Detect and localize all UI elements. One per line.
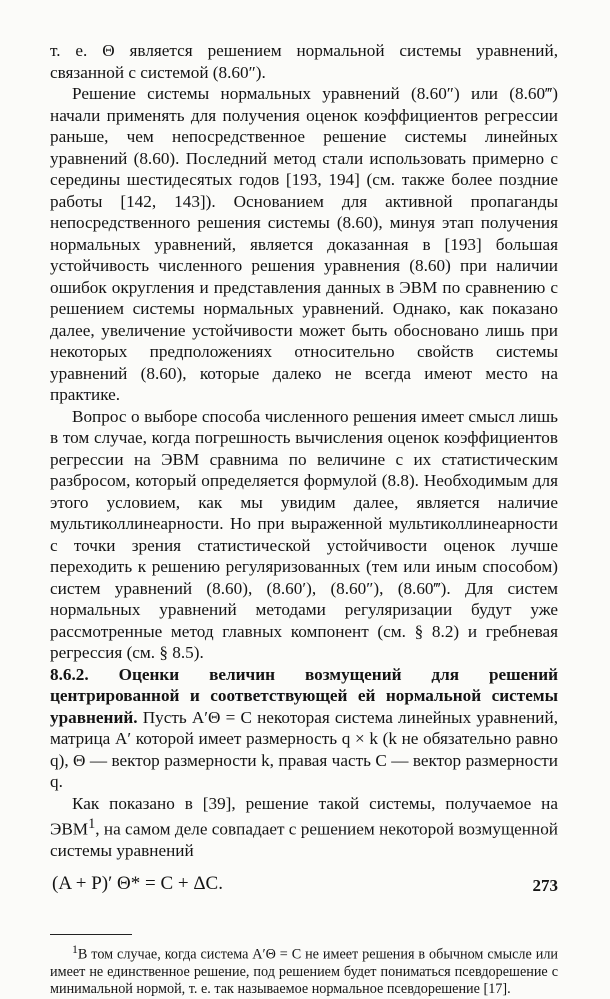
paragraph-text-before: Как показано в [39], решение такой системы, получаемое на ЭВМ	[50, 793, 558, 839]
page-number: 273	[532, 876, 558, 895]
section-8-6-2	[50, 664, 558, 793]
section-title: Оценки величин возмущений для решений центрированной и соответствующей ей нормальной системы уравнений.	[50, 664, 558, 727]
paragraph-solution-method: Вопрос о выборе способа численного решения имеет смысл лишь в том случае, когда погрешность вычисления оценок коэффициентов регрессии на ЭВМ сравнима по величине с их статистическим разбросом, который определяется формулой (8.8). Необходимым для этого условием, как мы увидим далее, является наличие мультиколлинеарности. Но при выраженной мультиколлинеарности с точки зрения статистической устойчивости оценок лучше переходить к решению регуляризованных (тем или иным способом) систем уравнений (8.60), (8.60′), (8.60″), (8.60‴). Для систем нормальных уравнений методами регуляризации будут уже рассмотренные метод главных компонент (см. § 8.2) и гребневая регрессия (см. § 8.5).	[50, 406, 558, 662]
paragraph-perturbed-system	[50, 793, 558, 862]
paragraph-continuation: т. е. Θ является решением нормальной системы уравнений, связанной с системой (8.60″).	[50, 41, 558, 82]
section-text: Пусть A′Θ = C некоторая система линейных уравнений, матрица A′ которой имеет размерность q × k (k не обязательно равно q), Θ — вектор размерности k, правая часть C — вектор размерности q.	[50, 707, 558, 791]
section-number: 8.6.2.	[50, 664, 89, 684]
footnote	[50, 941, 558, 999]
formula-perturbed-system: (A + P)′ Θ* = C + ΔC.	[52, 872, 223, 894]
footnote-mark: 1	[72, 941, 78, 956]
footnote-text: В том случае, когда система A′Θ = C не имеет решения в обычном смысле или имеет не единственное решение, под решением будет пониматься псевдорешение с минимальной нормой, т. е. так называемое нормальное псевдорешение [17].	[50, 946, 558, 998]
footnote-divider	[50, 934, 132, 935]
paragraph-text-after: , на самом деле совпадает с решением некоторой возмущенной системы уравнений	[50, 819, 558, 861]
paragraph-normal-equations: Решение системы нормальных уравнений (8.60″) или (8.60‴) начали применять для получения оценок коэффициентов регрессии раньше, чем непосредственное решение системы линейных уравнений (8.60). Последний метод стали использовать примерно с середины шестидесятых годов [193, 194] (см. также более поздние работы [142, 143]). Основанием для активной пропаганды непосредственного решения системы (8.60), минуя этап получения нормальных уравнений, является доказанная в [193] большая устойчивость численного решения уравнения (8.60) при наличии ошибок округления и представления данных в ЭВМ по сравнению с решением системы нормальных уравнений. Однако, как показано далее, увеличение устойчивости может быть обосновано лишь при некоторых предположениях относительно свойств системы уравнений (8.60), которые далеко не всегда имеют место на практике.	[50, 84, 558, 404]
footnote-reference: 1	[88, 816, 96, 832]
